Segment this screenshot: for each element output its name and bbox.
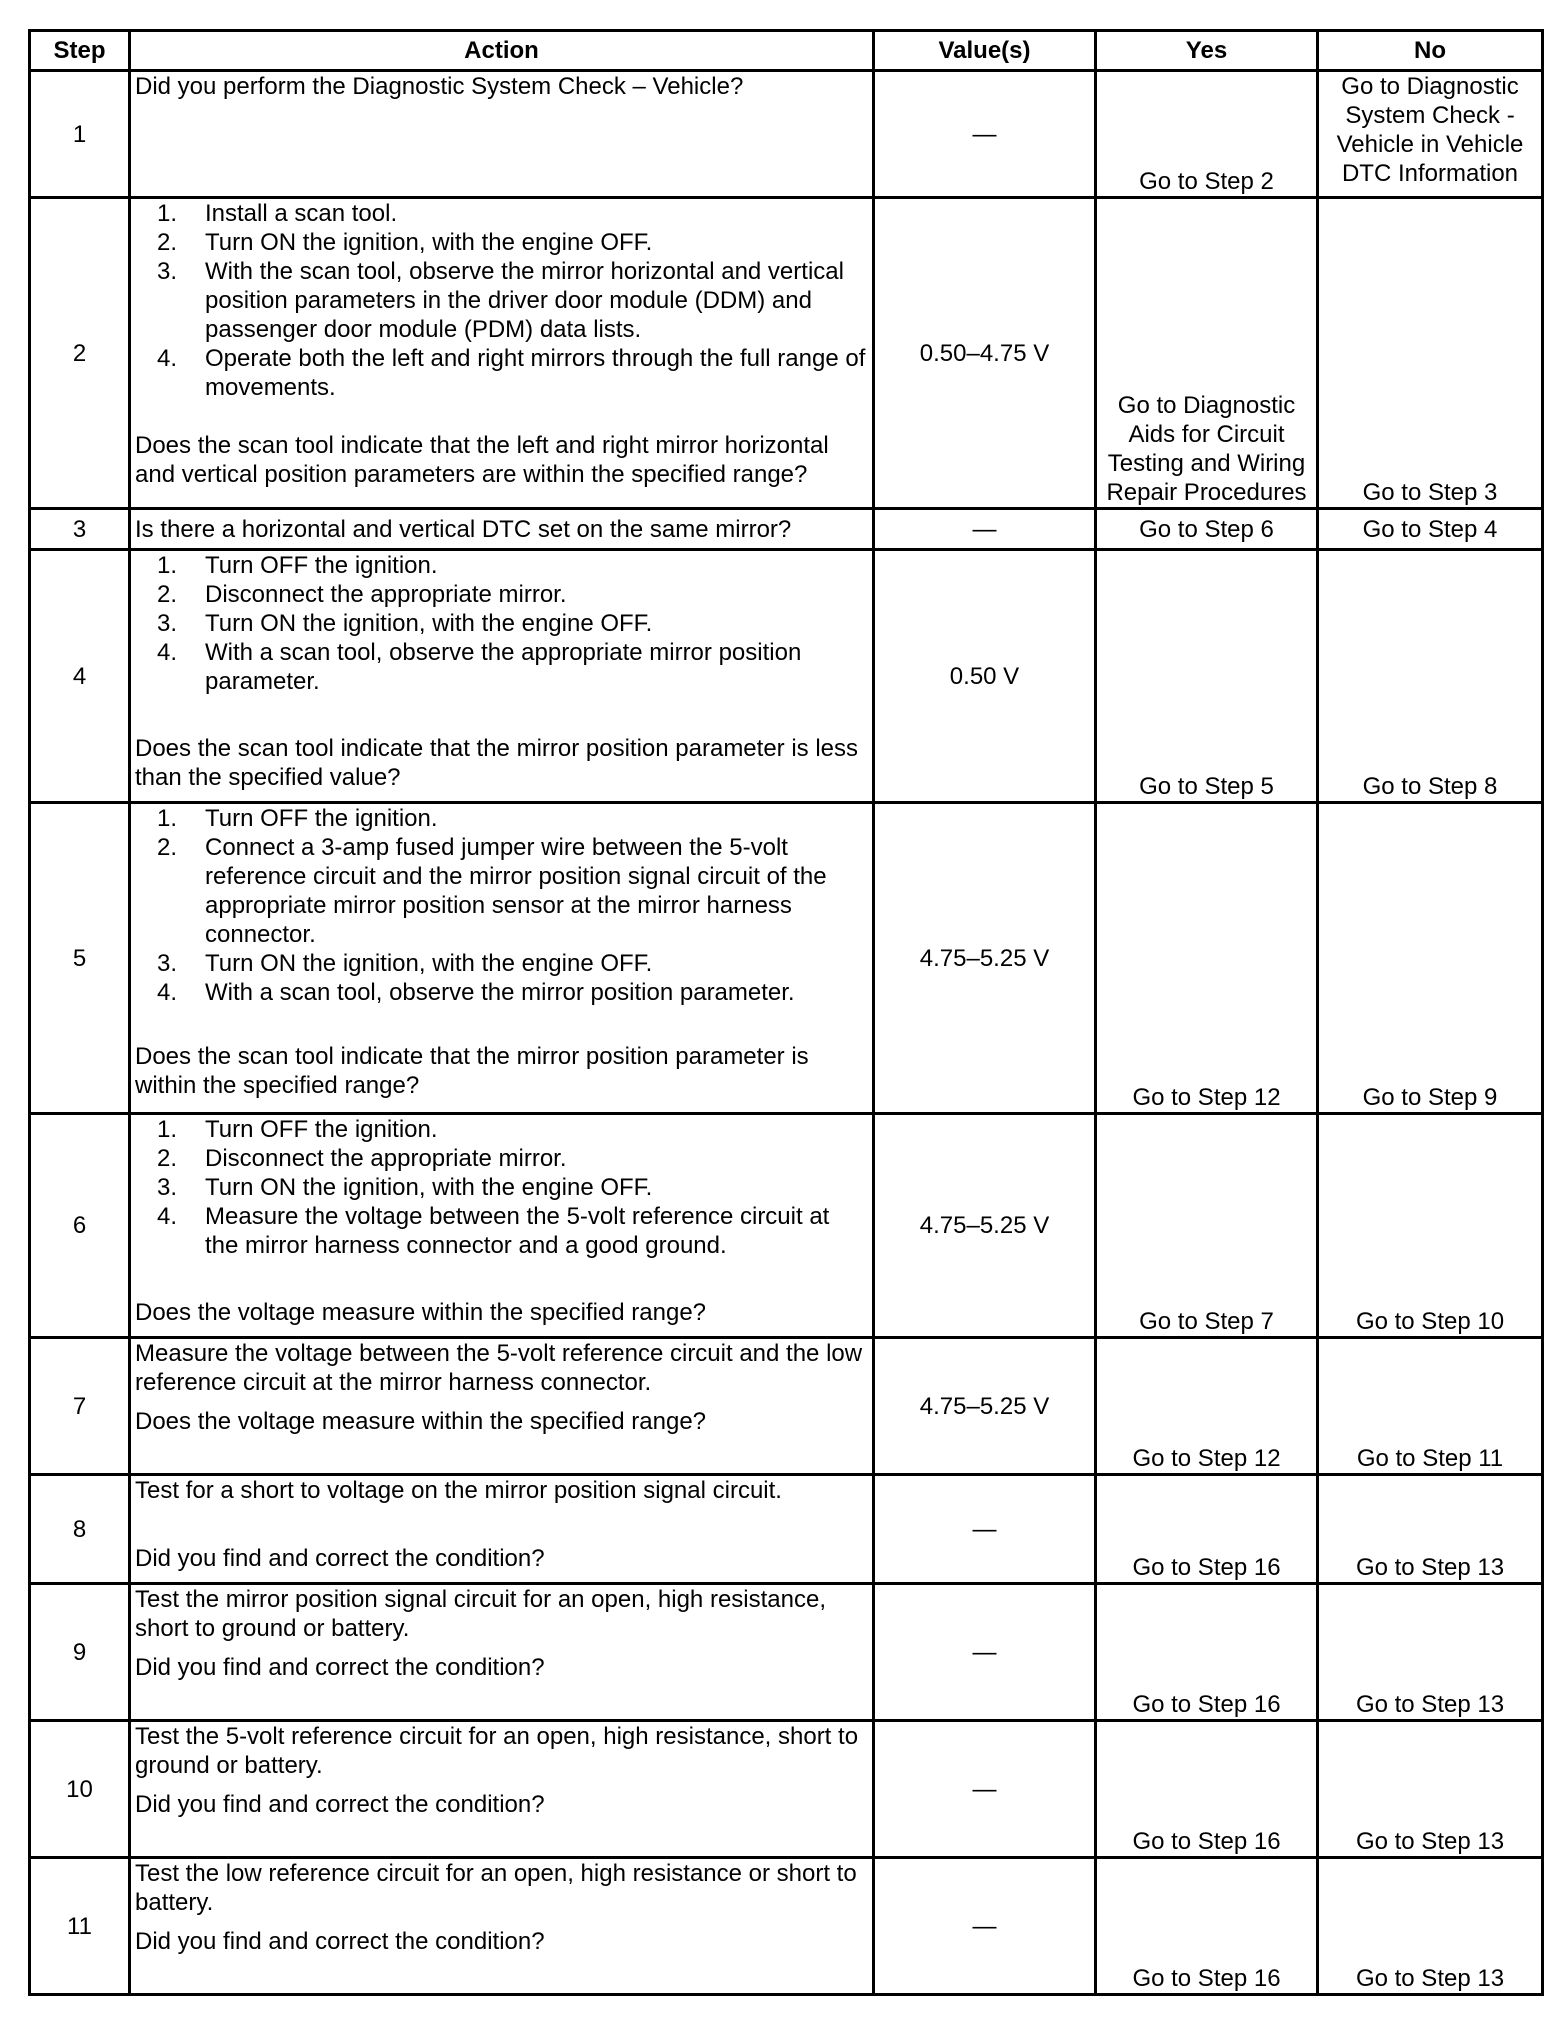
no-cell: Go to Step 13 bbox=[1318, 1584, 1543, 1721]
action-text: Test for a short to voltage on the mirror position signal circuit. bbox=[135, 1477, 782, 1504]
action-cell bbox=[130, 1475, 874, 1584]
yes-cell: Go to Step 16 bbox=[1096, 1584, 1318, 1721]
action-text: Test the mirror position signal circuit for an open, high resistance, short to ground or battery. bbox=[135, 1586, 826, 1642]
list-item: 1. Turn OFF the ignition. bbox=[156, 552, 438, 579]
action-question: Does the scan tool indicate that the mirror position parameter is less than the specified value? bbox=[135, 735, 859, 791]
no-cell: Go to Step 13 bbox=[1318, 1858, 1543, 1995]
action-question: Did you find and correct the condition? bbox=[135, 1545, 545, 1572]
step-number: 5 bbox=[30, 803, 130, 1114]
value-cell: — bbox=[874, 1475, 1096, 1584]
no-cell: Go to Step 9 bbox=[1318, 803, 1543, 1114]
yes-cell: Go to Step 5 bbox=[1096, 550, 1318, 803]
no-cell: Go to Step 4 bbox=[1318, 509, 1543, 550]
list-item: 1. Turn OFF the ignition. bbox=[156, 805, 438, 832]
table-row bbox=[30, 198, 1543, 509]
no-cell: Go to Step 13 bbox=[1318, 1475, 1543, 1584]
value-cell: 4.75–5.25 V bbox=[874, 1338, 1096, 1475]
action-cell bbox=[130, 1858, 874, 1995]
yes-cell: Go to Step 2 bbox=[1096, 71, 1318, 198]
list-item: 2. Disconnect the appropriate mirror. bbox=[156, 1145, 567, 1172]
list-item: 4. With a scan tool, observe the appropriate mirror position parameter. bbox=[156, 639, 802, 695]
action-cell bbox=[130, 71, 874, 198]
no-cell: Go to Step 11 bbox=[1318, 1338, 1543, 1475]
list-item: 1. Install a scan tool. bbox=[156, 200, 398, 227]
action-question: Did you find and correct the condition? bbox=[135, 1791, 545, 1818]
yes-cell: Go to Step 16 bbox=[1096, 1858, 1318, 1995]
table-row bbox=[30, 1584, 1543, 1721]
step-number: 9 bbox=[30, 1584, 130, 1721]
table-row bbox=[30, 1721, 1543, 1858]
action-cell bbox=[130, 1721, 874, 1858]
yes-cell: Go to Step 7 bbox=[1096, 1114, 1318, 1338]
action-question: Did you find and correct the condition? bbox=[135, 1928, 545, 1955]
action-text: Is there a horizontal and vertical DTC set on the same mirror? bbox=[135, 515, 792, 543]
list-item: 3. With the scan tool, observe the mirror horizontal and vertical position parameters in the driver door module (DDM) and passenger door module (PDM) data lists. bbox=[156, 258, 844, 343]
table-row bbox=[30, 803, 1543, 1114]
step-number: 4 bbox=[30, 550, 130, 803]
table-row bbox=[30, 1114, 1543, 1338]
table-row bbox=[30, 1338, 1543, 1475]
action-steps-list bbox=[135, 804, 868, 1007]
yes-cell: Go to Step 16 bbox=[1096, 1475, 1318, 1584]
action-cell bbox=[130, 1114, 874, 1338]
header-action: Action bbox=[130, 31, 874, 71]
action-steps-list bbox=[135, 551, 868, 696]
value-cell: — bbox=[874, 1721, 1096, 1858]
list-item: 3. Turn ON the ignition, with the engine OFF. bbox=[156, 610, 653, 637]
action-cell bbox=[130, 509, 874, 550]
yes-cell: Go to Step 12 bbox=[1096, 803, 1318, 1114]
action-question: Does the scan tool indicate that the left and right mirror horizontal and vertical position parameters are within the specified range? bbox=[135, 432, 829, 488]
no-cell: Go to Step 13 bbox=[1318, 1721, 1543, 1858]
list-item: 2. Connect a 3-amp fused jumper wire between the 5-volt reference circuit and the mirror position signal circuit of the appropriate mirror position sensor at the mirror harness connector. bbox=[156, 834, 827, 948]
yes-cell: Go to Diagnostic Aids for Circuit Testing and Wiring Repair Procedures bbox=[1096, 198, 1318, 509]
value-cell: — bbox=[874, 71, 1096, 198]
header-row bbox=[30, 31, 1543, 71]
no-cell: Go to Diagnostic System Check - Vehicle in Vehicle DTC Information bbox=[1318, 71, 1543, 198]
value-cell: 4.75–5.25 V bbox=[874, 1114, 1096, 1338]
yes-cell: Go to Step 12 bbox=[1096, 1338, 1318, 1475]
step-number: 1 bbox=[30, 71, 130, 198]
value-cell: — bbox=[874, 509, 1096, 550]
step-number: 6 bbox=[30, 1114, 130, 1338]
action-steps-list bbox=[135, 199, 868, 402]
action-question: Does the voltage measure within the specified range? bbox=[135, 1299, 707, 1326]
value-cell: — bbox=[874, 1858, 1096, 1995]
value-cell: — bbox=[874, 1584, 1096, 1721]
header-values: Value(s) bbox=[874, 31, 1096, 71]
action-cell bbox=[130, 803, 874, 1114]
step-number: 3 bbox=[30, 509, 130, 550]
step-number: 7 bbox=[30, 1338, 130, 1475]
list-item: 2. Disconnect the appropriate mirror. bbox=[156, 581, 567, 608]
list-item: 3. Turn ON the ignition, with the engine OFF. bbox=[156, 950, 653, 977]
action-text: Test the 5-volt reference circuit for an open, high resistance, short to ground or battery. bbox=[135, 1723, 859, 1779]
header-no: No bbox=[1318, 31, 1543, 71]
value-cell: 4.75–5.25 V bbox=[874, 803, 1096, 1114]
header-yes: Yes bbox=[1096, 31, 1318, 71]
action-question: Does the voltage measure within the specified range? bbox=[135, 1408, 707, 1435]
table-row bbox=[30, 71, 1543, 198]
step-number: 8 bbox=[30, 1475, 130, 1584]
no-cell: Go to Step 8 bbox=[1318, 550, 1543, 803]
header-step: Step bbox=[30, 31, 130, 71]
diagnostic-table bbox=[28, 29, 1544, 1996]
no-cell: Go to Step 10 bbox=[1318, 1114, 1543, 1338]
list-item: 3. Turn ON the ignition, with the engine OFF. bbox=[156, 1174, 653, 1201]
yes-cell: Go to Step 16 bbox=[1096, 1721, 1318, 1858]
no-cell: Go to Step 3 bbox=[1318, 198, 1543, 509]
list-item: 4. Measure the voltage between the 5-volt reference circuit at the mirror harness connector and a good ground. bbox=[156, 1203, 830, 1259]
list-item: 1. Turn OFF the ignition. bbox=[156, 1116, 438, 1143]
step-number: 11 bbox=[30, 1858, 130, 1995]
action-cell bbox=[130, 198, 874, 509]
action-cell bbox=[130, 1338, 874, 1475]
list-item: 4. Operate both the left and right mirrors through the full range of movements. bbox=[156, 345, 866, 401]
table-row bbox=[30, 1858, 1543, 1995]
action-question: Does the scan tool indicate that the mirror position parameter is within the specified range? bbox=[135, 1043, 809, 1099]
list-item: 2. Turn ON the ignition, with the engine OFF. bbox=[156, 229, 653, 256]
value-cell: 0.50 V bbox=[874, 550, 1096, 803]
action-steps-list bbox=[135, 1115, 868, 1260]
yes-cell: Go to Step 6 bbox=[1096, 509, 1318, 550]
step-number: 2 bbox=[30, 198, 130, 509]
table-row bbox=[30, 509, 1543, 550]
action-text: Measure the voltage between the 5-volt reference circuit and the low reference circuit at the mirror harness connector. bbox=[135, 1340, 863, 1396]
step-number: 10 bbox=[30, 1721, 130, 1858]
action-text: Did you perform the Diagnostic System Check – Vehicle? bbox=[135, 73, 744, 100]
value-cell: 0.50–4.75 V bbox=[874, 198, 1096, 509]
table-row bbox=[30, 1475, 1543, 1584]
action-text: Test the low reference circuit for an open, high resistance or short to battery. bbox=[135, 1860, 857, 1916]
table-row bbox=[30, 550, 1543, 803]
action-cell bbox=[130, 1584, 874, 1721]
list-item: 4. With a scan tool, observe the mirror position parameter. bbox=[156, 979, 795, 1006]
action-question: Did you find and correct the condition? bbox=[135, 1654, 545, 1681]
action-cell bbox=[130, 550, 874, 803]
